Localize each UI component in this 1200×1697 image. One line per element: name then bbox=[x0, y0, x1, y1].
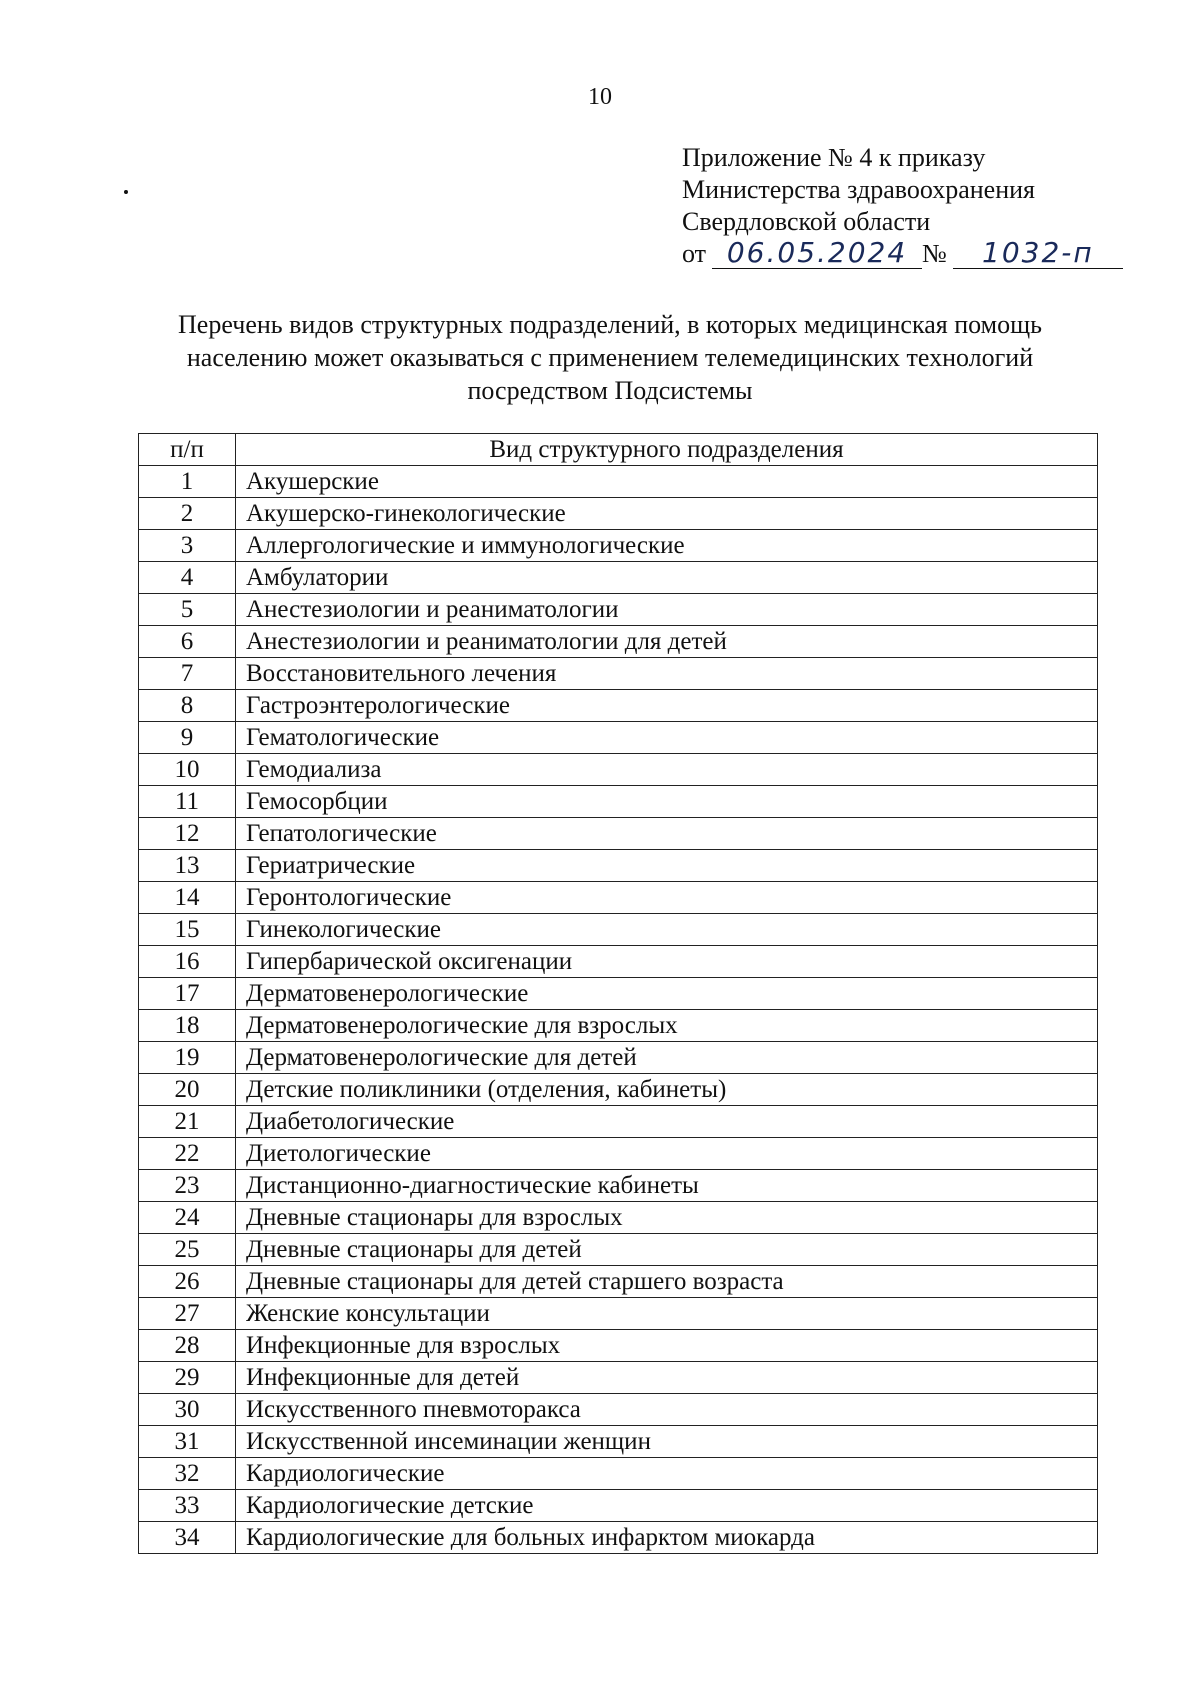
row-name: Амбулатории bbox=[236, 562, 1098, 594]
table-row bbox=[139, 1138, 1098, 1170]
row-number: 8 bbox=[139, 690, 236, 722]
row-number: 3 bbox=[139, 530, 236, 562]
row-number: 19 bbox=[139, 1042, 236, 1074]
table-row bbox=[139, 946, 1098, 978]
row-name: Гемодиализа bbox=[236, 754, 1098, 786]
row-number: 5 bbox=[139, 594, 236, 626]
document-title bbox=[140, 308, 1080, 407]
table-row bbox=[139, 658, 1098, 690]
row-number: 6 bbox=[139, 626, 236, 658]
subdivision-table bbox=[138, 433, 1098, 1554]
date-prefix: от bbox=[682, 239, 707, 268]
row-name: Кардиологические детские bbox=[236, 1490, 1098, 1522]
row-name: Восстановительного лечения bbox=[236, 658, 1098, 690]
row-name: Акушерско-гинекологические bbox=[236, 498, 1098, 530]
row-name: Женские консультации bbox=[236, 1298, 1098, 1330]
row-name: Диетологические bbox=[236, 1138, 1098, 1170]
handwritten-number: 1032-п bbox=[953, 238, 1123, 269]
page-number: 10 bbox=[588, 84, 612, 110]
appendix-date-line bbox=[682, 238, 1123, 270]
table-row bbox=[139, 1170, 1098, 1202]
table-row bbox=[139, 498, 1098, 530]
table-row bbox=[139, 1106, 1098, 1138]
row-name: Дерматовенерологические bbox=[236, 978, 1098, 1010]
row-number: 14 bbox=[139, 882, 236, 914]
table-row bbox=[139, 562, 1098, 594]
table-row bbox=[139, 1330, 1098, 1362]
appendix-line-3: Свердловской области bbox=[682, 207, 931, 236]
header-num: п/п bbox=[139, 434, 236, 466]
row-name: Кардиологические для больных инфарктом миокарда bbox=[236, 1522, 1098, 1554]
row-number: 13 bbox=[139, 850, 236, 882]
table-body bbox=[139, 466, 1098, 1554]
row-name: Гинекологические bbox=[236, 914, 1098, 946]
table-row bbox=[139, 1266, 1098, 1298]
appendix-line-2: Министерства здравоохранения bbox=[682, 175, 1035, 204]
row-name: Дерматовенерологические для детей bbox=[236, 1042, 1098, 1074]
table-row bbox=[139, 978, 1098, 1010]
row-number: 28 bbox=[139, 1330, 236, 1362]
row-number: 33 bbox=[139, 1490, 236, 1522]
header-name: Вид структурного подразделения bbox=[236, 434, 1098, 466]
row-name: Дистанционно-диагностические кабинеты bbox=[236, 1170, 1098, 1202]
number-sign: № bbox=[922, 239, 947, 268]
handwritten-date: 06.05.2024 bbox=[712, 238, 922, 269]
table-row bbox=[139, 1426, 1098, 1458]
row-number: 16 bbox=[139, 946, 236, 978]
row-name: Диабетологические bbox=[236, 1106, 1098, 1138]
row-number: 34 bbox=[139, 1522, 236, 1554]
row-name: Анестезиологии и реаниматологии bbox=[236, 594, 1098, 626]
row-name: Анестезиологии и реаниматологии для детей bbox=[236, 626, 1098, 658]
row-number: 29 bbox=[139, 1362, 236, 1394]
row-name: Акушерские bbox=[236, 466, 1098, 498]
table-row bbox=[139, 1010, 1098, 1042]
table-row bbox=[139, 786, 1098, 818]
row-name: Дневные стационары для взрослых bbox=[236, 1202, 1098, 1234]
row-number: 1 bbox=[139, 466, 236, 498]
row-number: 23 bbox=[139, 1170, 236, 1202]
table-row bbox=[139, 1298, 1098, 1330]
appendix-line-1: Приложение № 4 к приказу bbox=[682, 143, 986, 172]
row-number: 30 bbox=[139, 1394, 236, 1426]
table-row bbox=[139, 882, 1098, 914]
row-number: 9 bbox=[139, 722, 236, 754]
table-row bbox=[139, 1458, 1098, 1490]
row-number: 10 bbox=[139, 754, 236, 786]
table-row bbox=[139, 530, 1098, 562]
table-row bbox=[139, 1202, 1098, 1234]
title-line-3: посредством Подсистемы bbox=[467, 376, 753, 405]
table-row bbox=[139, 1362, 1098, 1394]
row-number: 17 bbox=[139, 978, 236, 1010]
row-name: Гастроэнтерологические bbox=[236, 690, 1098, 722]
table-row bbox=[139, 466, 1098, 498]
table-row bbox=[139, 1394, 1098, 1426]
row-name: Гемосорбции bbox=[236, 786, 1098, 818]
table-row bbox=[139, 1490, 1098, 1522]
row-number: 15 bbox=[139, 914, 236, 946]
row-number: 22 bbox=[139, 1138, 236, 1170]
row-name: Детские поликлиники (отделения, кабинеты) bbox=[236, 1074, 1098, 1106]
table-row bbox=[139, 722, 1098, 754]
row-name: Дневные стационары для детей bbox=[236, 1234, 1098, 1266]
row-name: Гематологические bbox=[236, 722, 1098, 754]
table-row bbox=[139, 626, 1098, 658]
row-name: Искусственной инсеминации женщин bbox=[236, 1426, 1098, 1458]
row-name: Гериатрические bbox=[236, 850, 1098, 882]
row-number: 21 bbox=[139, 1106, 236, 1138]
title-line-1: Перечень видов структурных подразделений, в которых медицинская помощь bbox=[178, 310, 1042, 339]
row-number: 25 bbox=[139, 1234, 236, 1266]
row-name: Кардиологические bbox=[236, 1458, 1098, 1490]
table-row bbox=[139, 850, 1098, 882]
table-row bbox=[139, 690, 1098, 722]
row-number: 18 bbox=[139, 1010, 236, 1042]
row-name: Инфекционные для взрослых bbox=[236, 1330, 1098, 1362]
row-number: 20 bbox=[139, 1074, 236, 1106]
appendix-header bbox=[682, 142, 1123, 270]
row-number: 32 bbox=[139, 1458, 236, 1490]
row-number: 24 bbox=[139, 1202, 236, 1234]
row-number: 26 bbox=[139, 1266, 236, 1298]
table-row bbox=[139, 754, 1098, 786]
table-row bbox=[139, 1234, 1098, 1266]
row-name: Геронтологические bbox=[236, 882, 1098, 914]
row-name: Инфекционные для детей bbox=[236, 1362, 1098, 1394]
row-name: Дневные стационары для детей старшего возраста bbox=[236, 1266, 1098, 1298]
row-name: Дерматовенерологические для взрослых bbox=[236, 1010, 1098, 1042]
scan-dot bbox=[124, 190, 128, 194]
table-header-row bbox=[139, 434, 1098, 466]
row-name: Гипербарической оксигенации bbox=[236, 946, 1098, 978]
row-name: Аллергологические и иммунологические bbox=[236, 530, 1098, 562]
table-row bbox=[139, 1522, 1098, 1554]
row-number: 7 bbox=[139, 658, 236, 690]
row-number: 2 bbox=[139, 498, 236, 530]
row-number: 12 bbox=[139, 818, 236, 850]
row-number: 4 bbox=[139, 562, 236, 594]
row-number: 31 bbox=[139, 1426, 236, 1458]
row-number: 27 bbox=[139, 1298, 236, 1330]
table-row bbox=[139, 594, 1098, 626]
table-row bbox=[139, 1042, 1098, 1074]
table-row bbox=[139, 1074, 1098, 1106]
row-name: Искусственного пневмоторакса bbox=[236, 1394, 1098, 1426]
table-row bbox=[139, 818, 1098, 850]
table-row bbox=[139, 914, 1098, 946]
title-line-2: населению может оказываться с применением телемедицинских технологий bbox=[186, 343, 1034, 372]
row-name: Гепатологические bbox=[236, 818, 1098, 850]
row-number: 11 bbox=[139, 786, 236, 818]
